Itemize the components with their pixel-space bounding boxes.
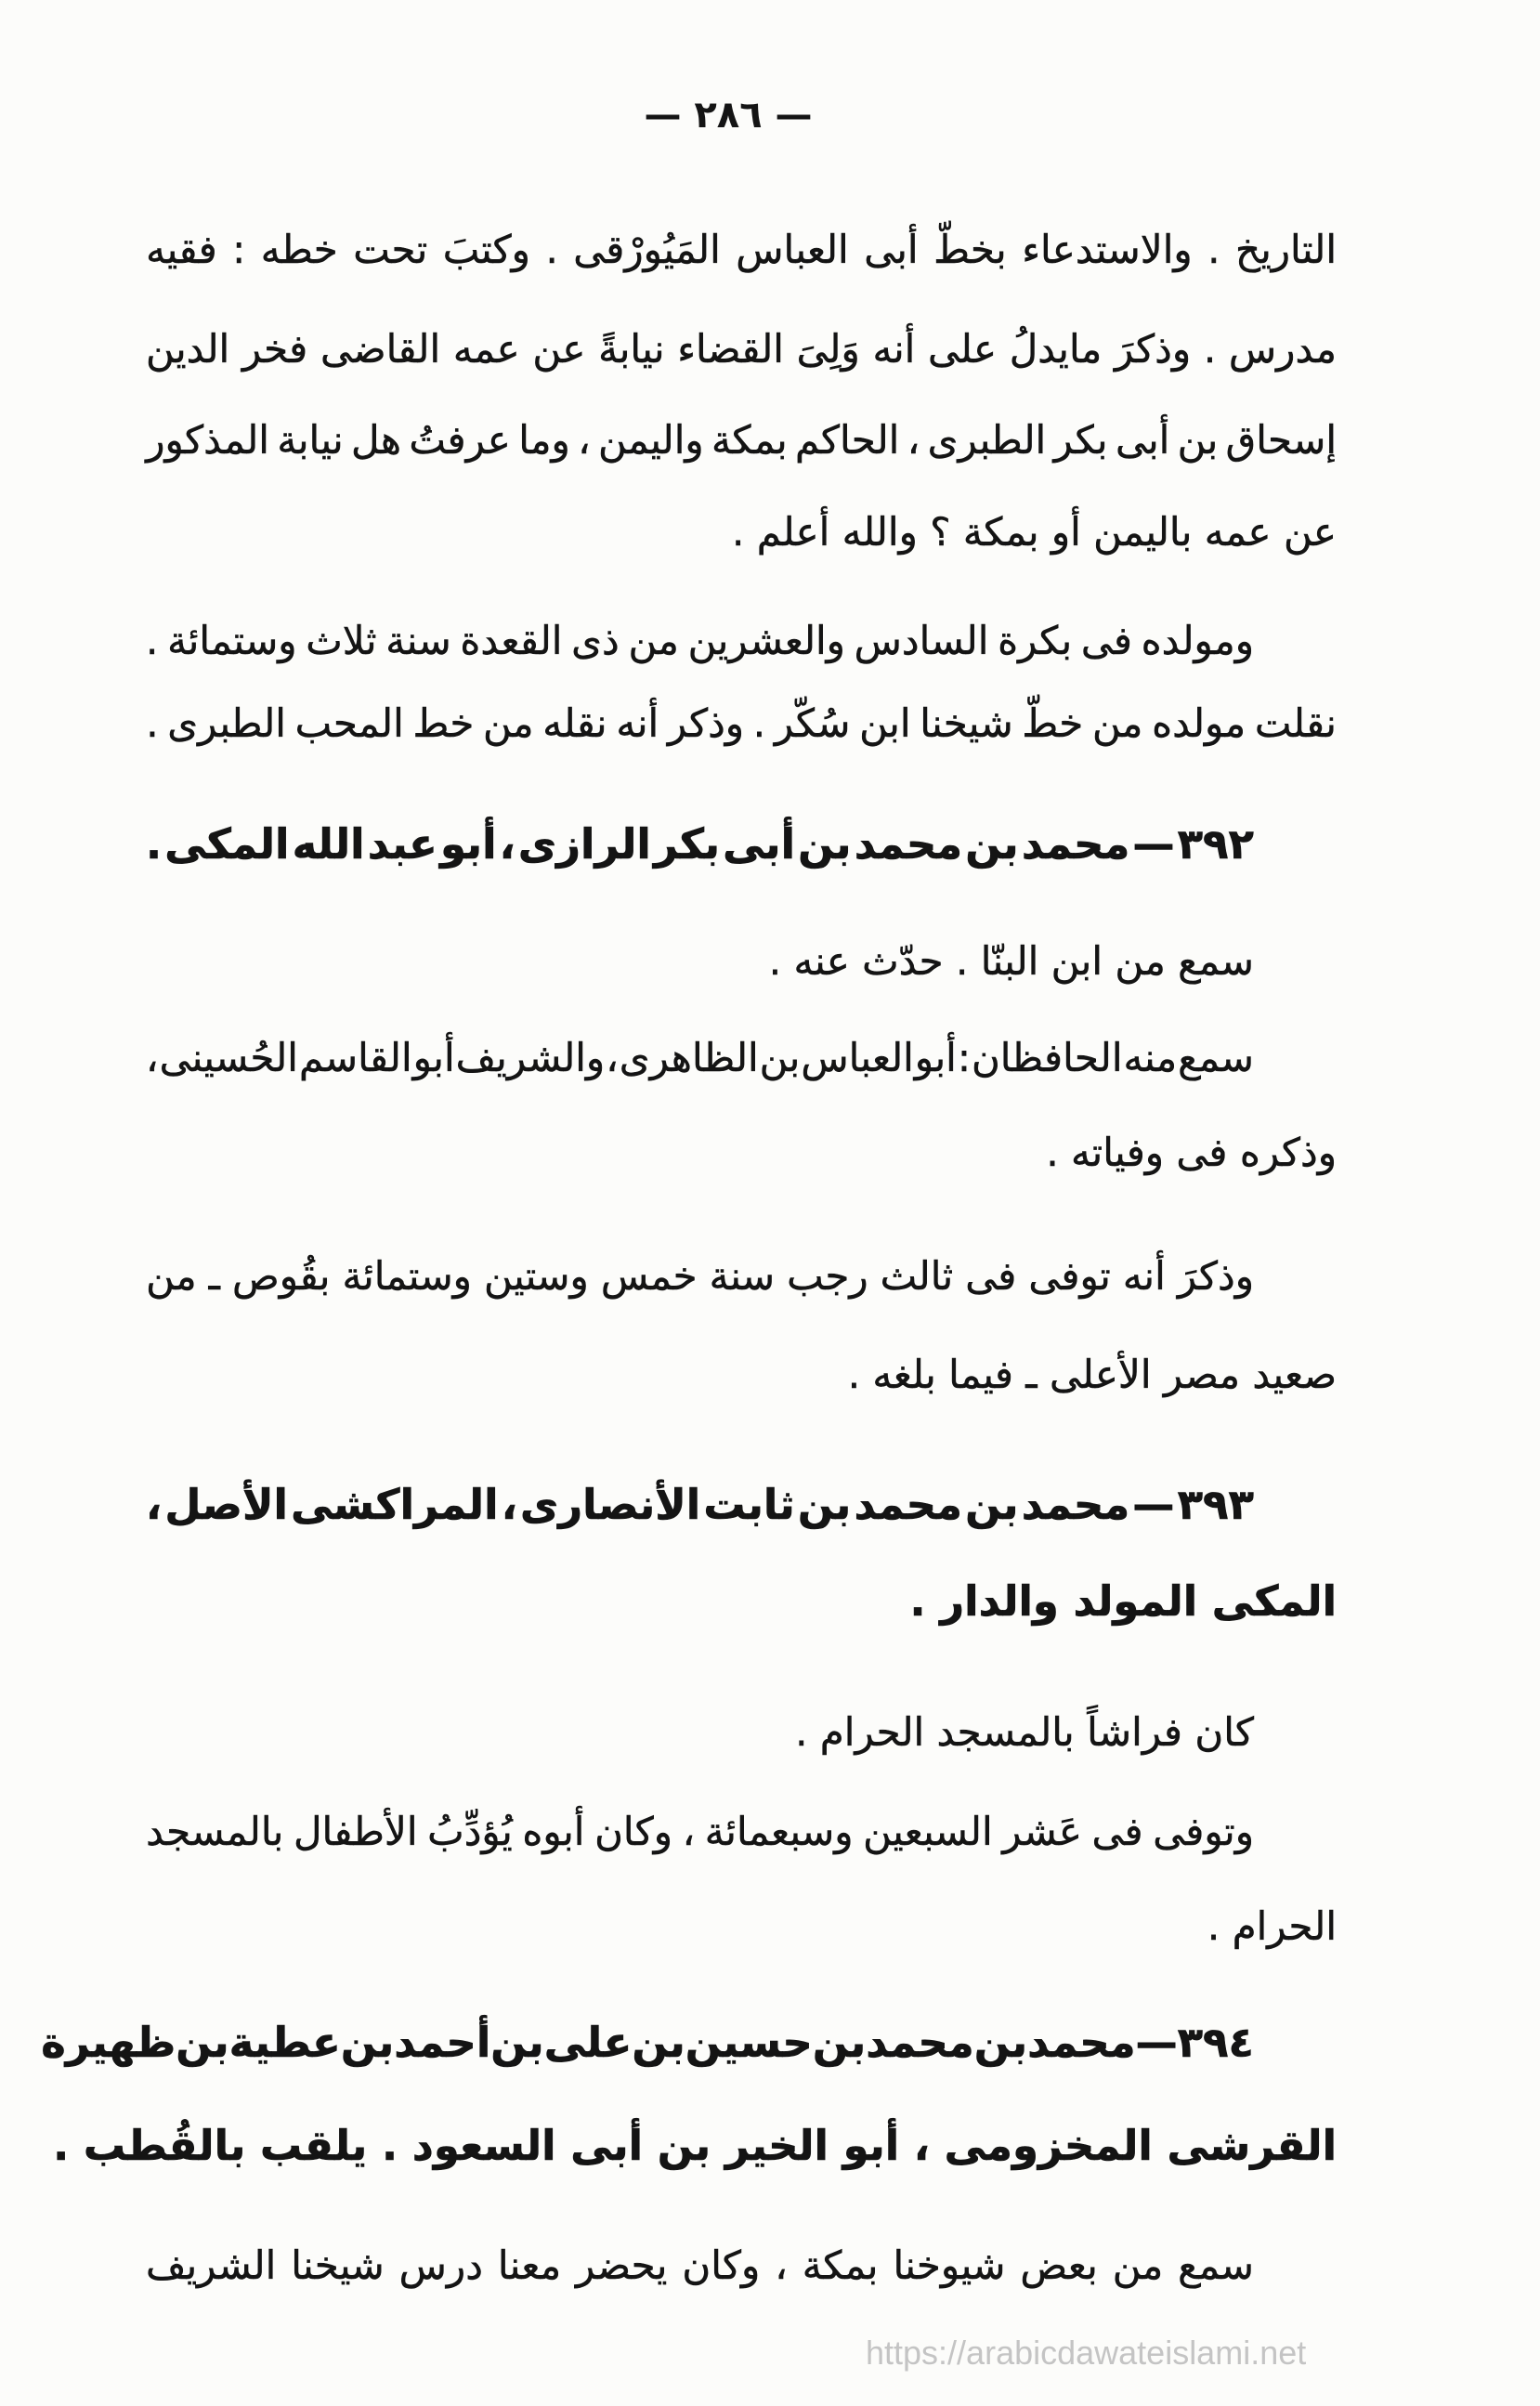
- word: ومولده: [1141, 618, 1254, 663]
- word: سمع: [1178, 2243, 1254, 2288]
- word: أبوه: [522, 1809, 585, 1854]
- word: منه: [1123, 1035, 1178, 1080]
- word: المَيُورْقى: [573, 227, 721, 272]
- word: بن: [973, 2018, 1028, 2067]
- word: الحافظان: [971, 1035, 1123, 1080]
- word: من: [1112, 2243, 1164, 2288]
- word: وتوفى: [1153, 1809, 1254, 1854]
- word: سمع: [1178, 1035, 1254, 1080]
- word: الأطفال: [293, 1809, 418, 1854]
- word: رجب: [787, 1253, 868, 1299]
- word: ،: [682, 1809, 696, 1854]
- text-line: كان فراشاً بالمسجد الحرام .: [795, 1709, 1254, 1755]
- word: ،: [499, 819, 516, 869]
- word: محمد: [854, 819, 963, 869]
- word: ٣٩٢: [1177, 819, 1254, 869]
- word: ثالث: [880, 1253, 954, 1299]
- word: أبو: [914, 1035, 957, 1080]
- word: بن: [965, 819, 1019, 869]
- word: وذكرَ: [1177, 1253, 1254, 1299]
- word: فى: [1091, 1809, 1143, 1854]
- text-line: [146, 1016, 1254, 1100]
- word: المراكشى: [291, 1480, 499, 1529]
- word: بمكة: [711, 417, 788, 463]
- word: وكان: [594, 1809, 672, 1854]
- word: من: [1091, 700, 1143, 746]
- word: خط: [412, 700, 475, 746]
- word: شيخنا: [291, 2243, 385, 2288]
- word: .: [146, 700, 159, 746]
- word: الشريف: [146, 2243, 277, 2288]
- word: بن: [1177, 417, 1219, 463]
- word: خمس: [600, 1253, 698, 1299]
- entry-heading-continuation: المكى المولد والدار .: [909, 1576, 1337, 1626]
- word: والاستدعاء: [1022, 227, 1193, 272]
- text-line: [146, 682, 1337, 765]
- word: —: [1135, 2018, 1178, 2067]
- word: ،: [501, 1480, 517, 1529]
- text-line: عن عمه باليمن أو بمكة ؟ والله أعلم .: [732, 509, 1337, 555]
- word: وما: [518, 417, 570, 463]
- word: الرازى: [517, 819, 651, 869]
- word: عَشر: [1002, 1809, 1082, 1854]
- word: .: [545, 227, 558, 272]
- word: يحضر: [576, 2243, 668, 2288]
- word: أبو: [439, 819, 497, 869]
- word: خطه: [260, 227, 338, 272]
- word: المذكور: [146, 417, 269, 463]
- word: تحت: [353, 227, 428, 272]
- word: محمد: [1021, 819, 1130, 869]
- word: الطبرى: [927, 417, 1047, 463]
- word: محمد: [1021, 1480, 1130, 1529]
- word: وكتبَ: [442, 227, 530, 272]
- word: مولده: [1152, 700, 1246, 746]
- word: ،: [146, 1035, 159, 1080]
- word: عمه: [452, 326, 520, 372]
- page-number: — ٢٨٦ —: [644, 94, 813, 137]
- word: أنه: [616, 700, 659, 746]
- word: السادس: [854, 618, 989, 663]
- word: .: [1207, 227, 1220, 272]
- word: وكان: [682, 2243, 761, 2288]
- entry-heading: [146, 1458, 1254, 1551]
- text-line: [146, 1235, 1254, 1318]
- word: بن: [340, 2018, 395, 2067]
- word: مدرس: [1228, 326, 1337, 372]
- entry-heading: [41, 1996, 1254, 2089]
- text-line: وذكره فى وفياته .: [1046, 1130, 1337, 1175]
- word: أحمد: [394, 2018, 491, 2067]
- word: المحب: [294, 700, 404, 746]
- word: .: [146, 819, 163, 869]
- word: أبو: [412, 1035, 455, 1080]
- word: ،: [146, 1480, 163, 1529]
- word: القاسم: [298, 1035, 412, 1080]
- word: سنة: [385, 618, 451, 663]
- word: ظهيرة: [41, 2018, 176, 2067]
- word: ذى: [571, 618, 620, 663]
- word: أبى: [723, 819, 795, 869]
- text-line: سمع من ابن البنّا . حدّث عنه .: [768, 938, 1254, 984]
- word: الظاهرى: [619, 1035, 759, 1080]
- word: وذكر: [667, 700, 745, 746]
- word: مايدلُ: [1009, 326, 1103, 372]
- word: من: [628, 618, 679, 663]
- word: ثابت: [703, 1480, 795, 1529]
- word: .: [1203, 326, 1217, 372]
- word: حسين: [685, 2018, 813, 2067]
- word: نقلت: [1254, 700, 1337, 746]
- word: محمد: [866, 2018, 974, 2067]
- word: فقيه: [146, 227, 217, 272]
- word: عرفتُ: [409, 417, 511, 463]
- word: بعض: [1020, 2243, 1098, 2288]
- word: ثلاث: [306, 618, 377, 663]
- word: عطية: [228, 2018, 341, 2067]
- word: يُؤدِّبُ: [427, 1809, 513, 1854]
- word: بن: [812, 2018, 867, 2067]
- word: ـ: [208, 1253, 220, 1299]
- word: وستمائة: [167, 618, 297, 663]
- word: العباس: [736, 227, 849, 272]
- word: والشريف: [455, 1035, 606, 1080]
- word: الدين: [146, 326, 230, 372]
- word: وستين: [483, 1253, 589, 1299]
- word: القضاء: [677, 326, 784, 372]
- word: شيخنا: [920, 700, 1013, 746]
- watermark-url: https://arabicdawateislami.net: [866, 2334, 1307, 2372]
- word: أبى: [1115, 417, 1170, 463]
- text-line: صعيد مصر الأعلى ـ فيما بلغه .: [847, 1352, 1337, 1397]
- word: على: [928, 326, 998, 372]
- text-line: [146, 307, 1337, 391]
- word: وستمائة: [342, 1253, 472, 1299]
- word: ،: [578, 417, 591, 463]
- word: السبعين: [863, 1809, 993, 1854]
- word: القاضى: [320, 326, 441, 372]
- word: على: [543, 2018, 633, 2067]
- word: :: [232, 227, 246, 272]
- word: فى: [965, 1253, 1017, 1299]
- word: محمد: [1027, 2018, 1136, 2067]
- word: الأصل: [164, 1480, 288, 1529]
- word: أنه: [872, 326, 916, 372]
- word: بكر: [653, 819, 720, 869]
- word: بكر: [1053, 417, 1108, 463]
- word: محمد: [854, 1480, 962, 1529]
- text-line: [146, 1790, 1254, 1874]
- word: بن: [965, 1480, 1019, 1529]
- word: بخطّ: [933, 227, 1007, 272]
- word: ٣٩٤: [1177, 2018, 1254, 2067]
- word: القعدة: [460, 618, 563, 663]
- word: من: [483, 700, 534, 746]
- word: الطبرى: [167, 700, 286, 746]
- text-line: [146, 208, 1337, 292]
- word: ،: [907, 417, 920, 463]
- word: ٣٩٣: [1177, 1480, 1254, 1529]
- word: فى: [1080, 618, 1132, 663]
- word: وسبعمائة: [704, 1809, 854, 1854]
- word: أبى: [864, 227, 919, 272]
- word: بمكة: [802, 2243, 879, 2288]
- text-line: [146, 599, 1254, 683]
- word: —: [1132, 819, 1175, 869]
- word: بن: [176, 2018, 229, 2067]
- word: معنا: [497, 2243, 562, 2288]
- word: بن: [759, 1035, 801, 1080]
- word: سُكّر: [774, 700, 851, 746]
- word: التاريخ: [1234, 227, 1337, 272]
- text-line: [146, 399, 1337, 482]
- word: الحُسينى: [159, 1035, 298, 1080]
- word: ،: [606, 1035, 619, 1080]
- word: وذكرَ: [1114, 326, 1192, 372]
- word: من: [146, 1253, 197, 1299]
- entry-heading: [146, 798, 1254, 891]
- word: ابن: [859, 700, 911, 746]
- word: سنة: [709, 1253, 776, 1299]
- word: بن: [797, 1480, 852, 1529]
- word: والعشرين: [687, 618, 845, 663]
- word: خطّ: [1022, 700, 1084, 746]
- word: :: [957, 1035, 971, 1080]
- word: فخر: [241, 326, 308, 372]
- word: أنه: [1122, 1253, 1166, 1299]
- entry-heading-continuation: القرشى المخزومى ، أبو الخير بن أبى السعود . يلقب بالقُطب .: [53, 2121, 1337, 2170]
- word: .: [752, 700, 766, 746]
- word: المكى: [164, 819, 290, 869]
- word: بن: [632, 2018, 685, 2067]
- text-line: [146, 2224, 1254, 2308]
- word: بكرة: [998, 618, 1073, 663]
- word: .: [146, 618, 159, 663]
- word: —: [1132, 1480, 1175, 1529]
- word: الحاكم: [795, 417, 900, 463]
- word: نيابة: [277, 417, 344, 463]
- word: شيوخنا: [893, 2243, 1006, 2288]
- word: ،: [775, 2243, 788, 2288]
- word: بقُوص: [232, 1253, 331, 1299]
- word: إسحاق: [1225, 417, 1337, 463]
- word: هل: [351, 417, 401, 463]
- word: نيابةً: [598, 326, 665, 372]
- text-line: الحرام .: [1207, 1903, 1337, 1949]
- word: توفى: [1028, 1253, 1111, 1299]
- word: درس: [398, 2243, 483, 2288]
- word: وَلِىَ: [796, 326, 860, 372]
- word: بالمسجد: [146, 1809, 284, 1854]
- word: عبد: [367, 819, 437, 869]
- word: الله: [292, 819, 365, 869]
- word: بن: [798, 819, 852, 869]
- word: العباس: [801, 1035, 914, 1080]
- word: واليمن: [598, 417, 704, 463]
- word: عن: [532, 326, 586, 372]
- word: نقله: [542, 700, 607, 746]
- word: بن: [490, 2018, 544, 2067]
- word: الأنصارى: [519, 1480, 701, 1529]
